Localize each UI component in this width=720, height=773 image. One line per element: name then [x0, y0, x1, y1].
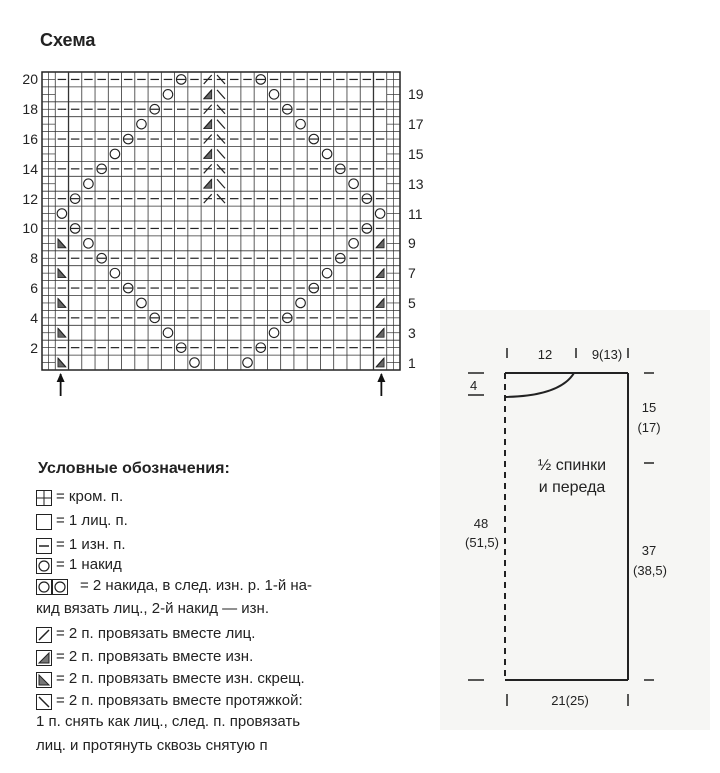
legend-item-text: = 2 п. провязать вместе изн.	[56, 648, 254, 665]
row-number: 19	[408, 86, 424, 103]
purl-two-together-crossed-icon	[36, 672, 50, 686]
legend-item	[36, 512, 128, 529]
edge-stitch-icon	[36, 490, 50, 504]
purl-two-together-icon	[36, 650, 50, 664]
legend-title: Условные обозначения:	[38, 460, 230, 477]
legend-item-text: = 2 п. провязать вместе лиц.	[56, 625, 256, 642]
row-number: 4	[30, 309, 38, 326]
dim-side: 37	[641, 543, 657, 558]
legend-item	[36, 648, 253, 665]
legend-item-text: = 1 лиц. п.	[56, 512, 128, 529]
dim-shoulder-width: 9(13)	[591, 347, 623, 362]
legend-item-text: = кром. п.	[56, 488, 124, 505]
legend-item	[36, 556, 122, 573]
row-number: 14	[22, 160, 38, 177]
row-number: 1	[408, 354, 416, 371]
row-number: 12	[22, 190, 38, 207]
row-number: 7	[408, 265, 416, 282]
knit-stitch-icon	[36, 514, 50, 528]
row-number: 17	[408, 116, 424, 133]
purl-stitch-icon	[36, 538, 50, 552]
legend-item-text: = 1 изн. п.	[56, 536, 126, 553]
slip-knit-pass-icon	[36, 694, 50, 708]
panel-label	[512, 455, 632, 499]
row-number: 18	[22, 101, 38, 118]
dim-armhole: 15	[641, 400, 657, 415]
dim-length: 48	[473, 516, 489, 531]
legend-continuation: кид вязать лиц., 2-й накид — изн.	[36, 600, 269, 617]
arrow-up-icon	[57, 373, 65, 382]
row-number: 2	[30, 339, 38, 356]
row-number: 8	[30, 250, 38, 267]
legend-item	[36, 488, 123, 505]
panel-label-line: ½ спинки	[537, 457, 607, 474]
row-number: 3	[408, 324, 416, 341]
legend-item	[36, 692, 303, 709]
chart-title: Схема	[40, 30, 96, 50]
row-number: 15	[408, 145, 424, 162]
legend-item	[36, 670, 305, 687]
dim-length-alt: (51,5)	[465, 535, 499, 550]
dim-bottom-width: 21(25)	[551, 693, 589, 708]
yarn-over-icon	[36, 558, 50, 572]
row-number: 20	[22, 71, 38, 88]
row-number: 13	[408, 175, 424, 192]
row-number: 9	[408, 235, 416, 252]
row-number: 11	[408, 205, 423, 222]
legend-continuation: лиц. и протянуть сквозь снятую п	[36, 737, 268, 754]
legend-item	[36, 625, 255, 642]
legend-item	[36, 536, 126, 553]
legend-item-text: = 1 накид	[56, 556, 122, 573]
panel-label-line: и переда	[538, 479, 606, 496]
double-yarn-over-icon	[36, 579, 68, 593]
row-number: 6	[30, 280, 38, 297]
legend-continuation: 1 п. снять как лиц., след. п. провязать	[36, 713, 301, 730]
dim-neck-depth: 4	[470, 378, 478, 393]
row-number: 10	[22, 220, 38, 237]
legend-item-text: = 2 накида, в след. изн. р. 1-й на-	[80, 577, 312, 594]
row-number: 5	[408, 294, 416, 311]
dim-side-alt: (38,5)	[633, 563, 667, 578]
legend-item-text: = 2 п. провязать вместе изн. скрещ.	[56, 670, 305, 687]
dim-neck-width: 12	[537, 347, 553, 362]
legend-item-text: = 2 п. провязать вместе протяжкой:	[56, 692, 303, 709]
arrow-up-icon	[377, 373, 385, 382]
dim-armhole-alt: (17)	[637, 420, 661, 435]
row-number: 16	[22, 131, 38, 148]
knit-two-together-icon	[36, 627, 50, 641]
legend-item	[36, 577, 312, 594]
